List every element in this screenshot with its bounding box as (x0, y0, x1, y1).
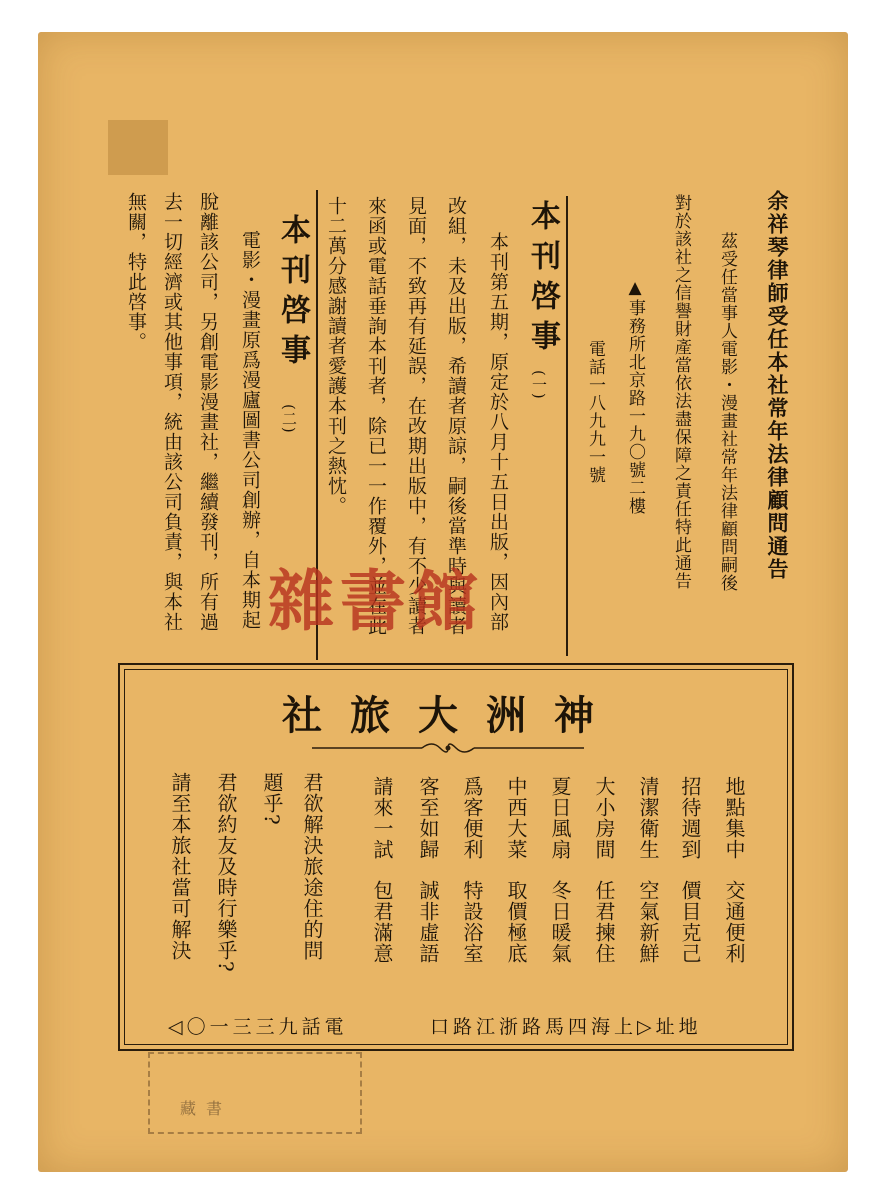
hotel-feature-phrase: 特設浴室 (460, 880, 484, 964)
notice-one-line: 改組，未及出版，希讀者原諒，嗣後當準時與讀者 (445, 196, 467, 636)
hotel-feature-column (636, 776, 660, 964)
hotel-feature-phrase: 冬日暖氣 (548, 880, 572, 964)
hotel-feature-column (678, 776, 702, 964)
notice-one-title: 本刊啓事 (525, 200, 560, 360)
lawyer-notice-title: 余祥琴律師受任本社常年法律顧問通告 (765, 190, 790, 581)
hotel-feature-phrase: 空氣新鮮 (636, 880, 660, 964)
hotel-feature-phrase: 任君揀住 (592, 880, 616, 964)
notice-one-number: (一) (530, 370, 548, 400)
hotel-feature-column (722, 776, 746, 964)
hotel-feature-phrase: 交通便利 (722, 880, 746, 964)
lawyer-phone: 電話一八九九一號 (585, 340, 605, 484)
hotel-feature-phrase: 夏日風扇 (548, 776, 572, 860)
hotel-address: 地址▷上海四馬路浙江路口 (430, 1016, 702, 1038)
notice-one-line: 十二萬分感謝讀者愛護本刊之熱忱。 (325, 196, 347, 516)
hotel-appeal-line: 題乎? (260, 772, 284, 826)
lawyer-notice-line: 對於該社之信譽財產當依法盡保障之責任特此通告 (671, 194, 691, 590)
notice-two-line: 去一切經濟或其他事項，統由該公司負責，與本社 (161, 192, 183, 632)
hotel-feature-phrase: 包君滿意 (370, 880, 394, 964)
hotel-feature-phrase: 中西大菜 (504, 776, 528, 860)
collection-stamp (148, 1052, 362, 1134)
hotel-feature-phrase: 客至如歸 (416, 776, 440, 860)
hotel-feature-column (548, 776, 572, 964)
hotel-feature-phrase: 清潔衛生 (636, 776, 660, 860)
notice-two-line: 脫離該公司，另創電影漫畫社，繼續發刊，所有過 (197, 192, 219, 632)
column-divider (566, 196, 568, 656)
hotel-feature-phrase: 爲客便利 (460, 776, 484, 860)
hotel-feature-phrase: 誠非虛語 (416, 880, 440, 964)
hotel-feature-phrase: 大小房間 (592, 776, 616, 860)
lawyer-notice-line: 茲受任當事人電影・漫畫社常年法律顧問嗣後 (717, 232, 737, 592)
notice-two-line: 無關，特此啓事。 (125, 192, 147, 352)
hotel-feature-column (592, 776, 616, 964)
hotel-feature-phrase: 取價極底 (504, 880, 528, 964)
notice-two-title: 本刊啓事 (275, 214, 310, 374)
hotel-feature-column (370, 776, 394, 964)
hotel-feature-column (416, 776, 440, 964)
hotel-feature-phrase: 招待週到 (678, 776, 702, 860)
lawyer-office-address: ▲事務所北京路一九〇號二樓 (625, 278, 645, 515)
library-seal: 雜書館 (268, 562, 484, 640)
notice-two-number: (二) (280, 404, 298, 434)
hotel-feature-column (504, 776, 528, 964)
notice-one-line: 本刊第五期，原定於八月十五日出版，因內部 (487, 232, 509, 632)
hotel-feature-phrase: 地點集中 (722, 776, 746, 860)
corner-stain (108, 120, 168, 175)
hotel-feature-phrase: 請來一試 (370, 776, 394, 860)
collection-stamp-text: 藏書 (180, 1099, 233, 1118)
hotel-ad-title: 神洲大旅社 (282, 692, 622, 739)
hotel-feature-column (460, 776, 484, 964)
hotel-appeal-line: 君欲解決旅途住的問 (300, 772, 324, 961)
hotel-feature-phrase: 價目克己 (678, 880, 702, 964)
hotel-phone: 電話九三三一〇◁ (168, 1016, 348, 1038)
ornament-divider (312, 738, 584, 758)
hotel-appeal-line: 請至本旅社當可解決 (168, 772, 192, 961)
notice-two-line: 電影・漫畫原爲漫廬圖書公司創辦，自本期起 (239, 230, 261, 630)
notice-one-line: 來函或電話垂詢本刊者，除已一一作覆外，並在此 (365, 196, 387, 636)
hotel-appeal-line: 君欲約友及時行樂乎? (214, 772, 238, 973)
notice-one-line: 見面，不致再有延誤，在改期出版中，有不少讀者 (405, 196, 427, 636)
